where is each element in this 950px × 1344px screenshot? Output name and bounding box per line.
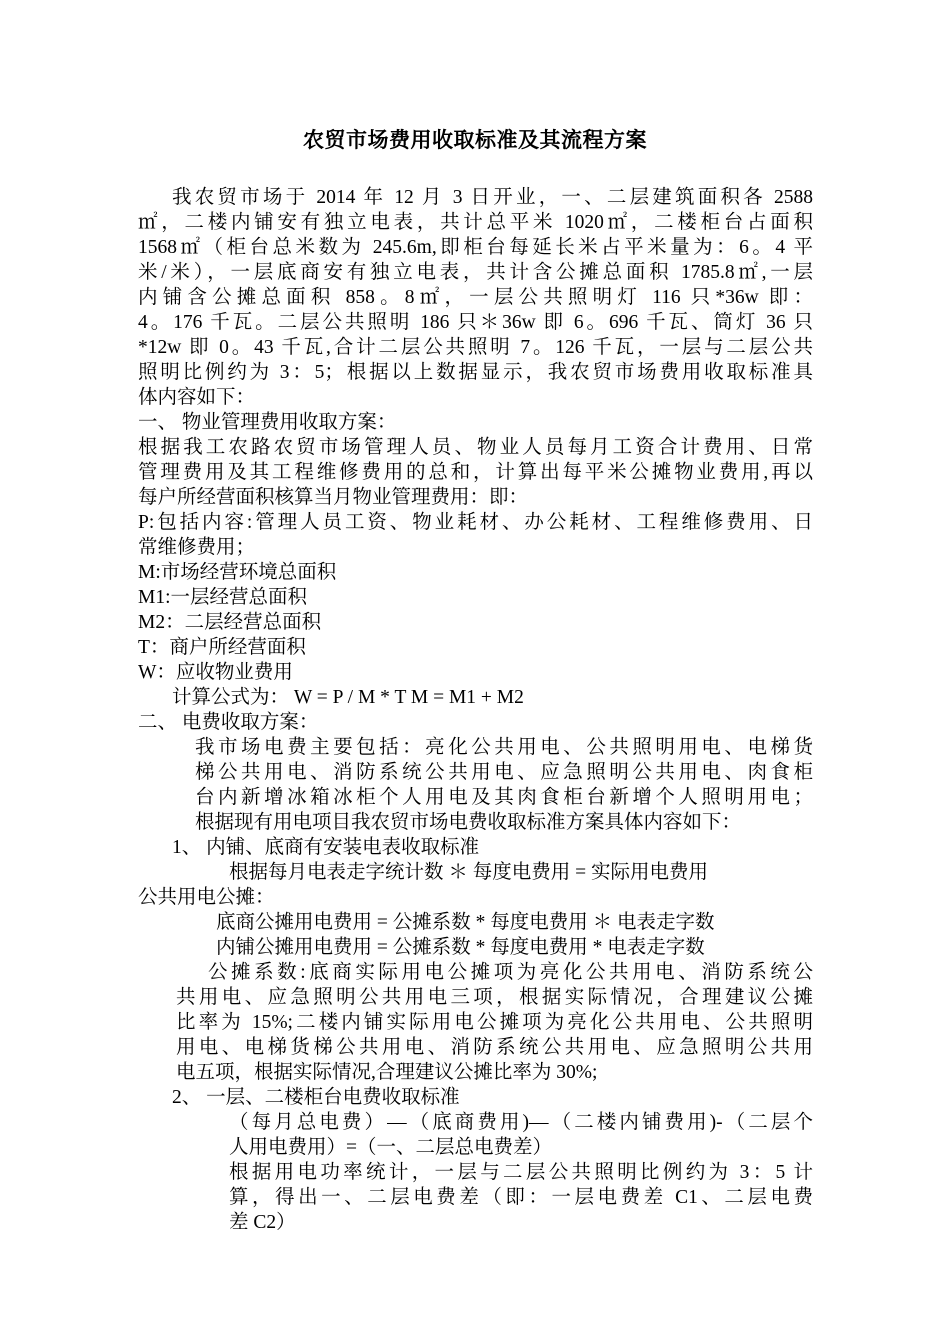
paragraph-line: 内铺含公摊总面积 858。8㎡，一层公共照明灯 116 只*36w 即： (138, 287, 813, 308)
paragraph-line: 差 C2） (229, 1212, 296, 1233)
paragraph-line: 根据用电功率统计，一层与二层公共照明比例约为 3：5 计 (229, 1162, 813, 1183)
definition-line: M1:一层经营总面积 (138, 587, 308, 608)
formula-line: （每月总电费）—（底商费用)—（二楼内铺费用)-（二层个 (229, 1112, 813, 1133)
paragraph-line: 4。176 千瓦。二层公共照明 186 只＊36w 即 6。696 千瓦、筒灯 36 只 (138, 312, 813, 333)
subsection-heading: 1、 内铺、底商有安装电表收取标准 (172, 837, 480, 858)
paragraph-line: 公摊系数:底商实际用电公摊项为亮化公共用电、消防系统公 (208, 962, 813, 983)
definition-line: P:包括内容:管理人员工资、物业耗材、办公耗材、工程维修费用、日 (138, 512, 813, 533)
definition-line: W：应收物业费用 (138, 662, 293, 683)
paragraph-line: 我市场电费主要包括：亮化公共用电、公共照明用电、电梯货 (195, 737, 813, 758)
paragraph-line: 公共用电公摊： (138, 887, 275, 908)
document-title: 农贸市场费用收取标准及其流程方案 (303, 128, 647, 152)
definition-line: 常维修费用； (138, 537, 256, 558)
definition-line: M2：二层经营总面积 (138, 612, 322, 633)
definition-line: M:市场经营环境总面积 (138, 562, 337, 583)
paragraph-line: 台内新增冰箱冰柜个人用电及其肉食柜台新增个人照明用电； (195, 787, 813, 808)
paragraph-line: 米/米），一层底商安有独立电表，共计含公摊总面积 1785.8㎡,一层 (138, 262, 813, 283)
paragraph-line: 比率为 15%;二楼内铺实际用电公摊项为亮化公共用电、公共照明 (176, 1012, 813, 1033)
paragraph-line: 我农贸市场于 2014 年 12 月 3 日开业，一、二层建筑面积各 2588 (172, 187, 813, 208)
paragraph-line: 用电、电梯货梯公共用电、消防系统公共用电、应急照明公共用 (176, 1037, 813, 1058)
paragraph-line: 根据现有用电项目我农贸市场电费收取标准方案具体内容如下： (195, 812, 742, 833)
paragraph-line: 梯公共用电、消防系统公共用电、应急照明公共用电、肉食柜 (195, 762, 813, 783)
paragraph-line: 根据我工农路农贸市场管理人员、物业人员每月工资合计费用、日常 (138, 437, 813, 458)
subsection-heading: 2、 一层、二楼柜台电费收取标准 (172, 1087, 460, 1108)
paragraph-line: 照明比例约为 3：5；根据以上数据显示，我农贸市场费用收取标准具 (138, 362, 813, 383)
paragraph-line: 体内容如下： (138, 387, 256, 408)
paragraph-line: 每户所经营面积核算当月物业管理费用：即： (138, 487, 529, 508)
formula-line: 根据每月电表走字统计数 ＊ 每度电费用 = 实际用电费用 (229, 862, 708, 883)
paragraph-line: *12w 即 0。43 千瓦,合计二层公共照明 7。126 千瓦，一层与二层公共 (138, 337, 813, 358)
definition-line: T：商户所经营面积 (138, 637, 306, 658)
paragraph-line: 1568㎡（柜台总米数为 245.6m,即柜台每延长米占平米量为：6。4 平 (138, 237, 813, 258)
formula-line: 人用电费用）=（一、二层总电费差） (229, 1137, 552, 1158)
paragraph-line: ㎡，二楼内铺安有独立电表，共计总平米 1020㎡，二楼柜台占面积 (138, 212, 813, 233)
paragraph-line: 共用电、应急照明公共用电三项，根据实际情况，合理建议公摊 (176, 987, 813, 1008)
paragraph-line: 电五项，根据实际情况,合理建议公摊比率为 30%; (176, 1062, 598, 1083)
formula-line: 计算公式为： W = P / M * T M = M1 + M2 (172, 687, 524, 708)
section-heading: 一、 物业管理费用收取方案： (138, 412, 397, 433)
section-heading: 二、 电费收取方案： (138, 712, 319, 733)
formula-line: 底商公摊用电费用 = 公摊系数 * 每度电费用 ＊ 电表走字数 (216, 912, 715, 933)
paragraph-line: 管理费用及其工程维修费用的总和，计算出每平米公摊物业费用,再以 (138, 462, 813, 483)
paragraph-line: 算，得出一、二层电费差（即：一层电费差 C1、二层电费 (229, 1187, 813, 1208)
formula-line: 内铺公摊用电费用 = 公摊系数 * 每度电费用 * 电表走字数 (216, 937, 705, 958)
